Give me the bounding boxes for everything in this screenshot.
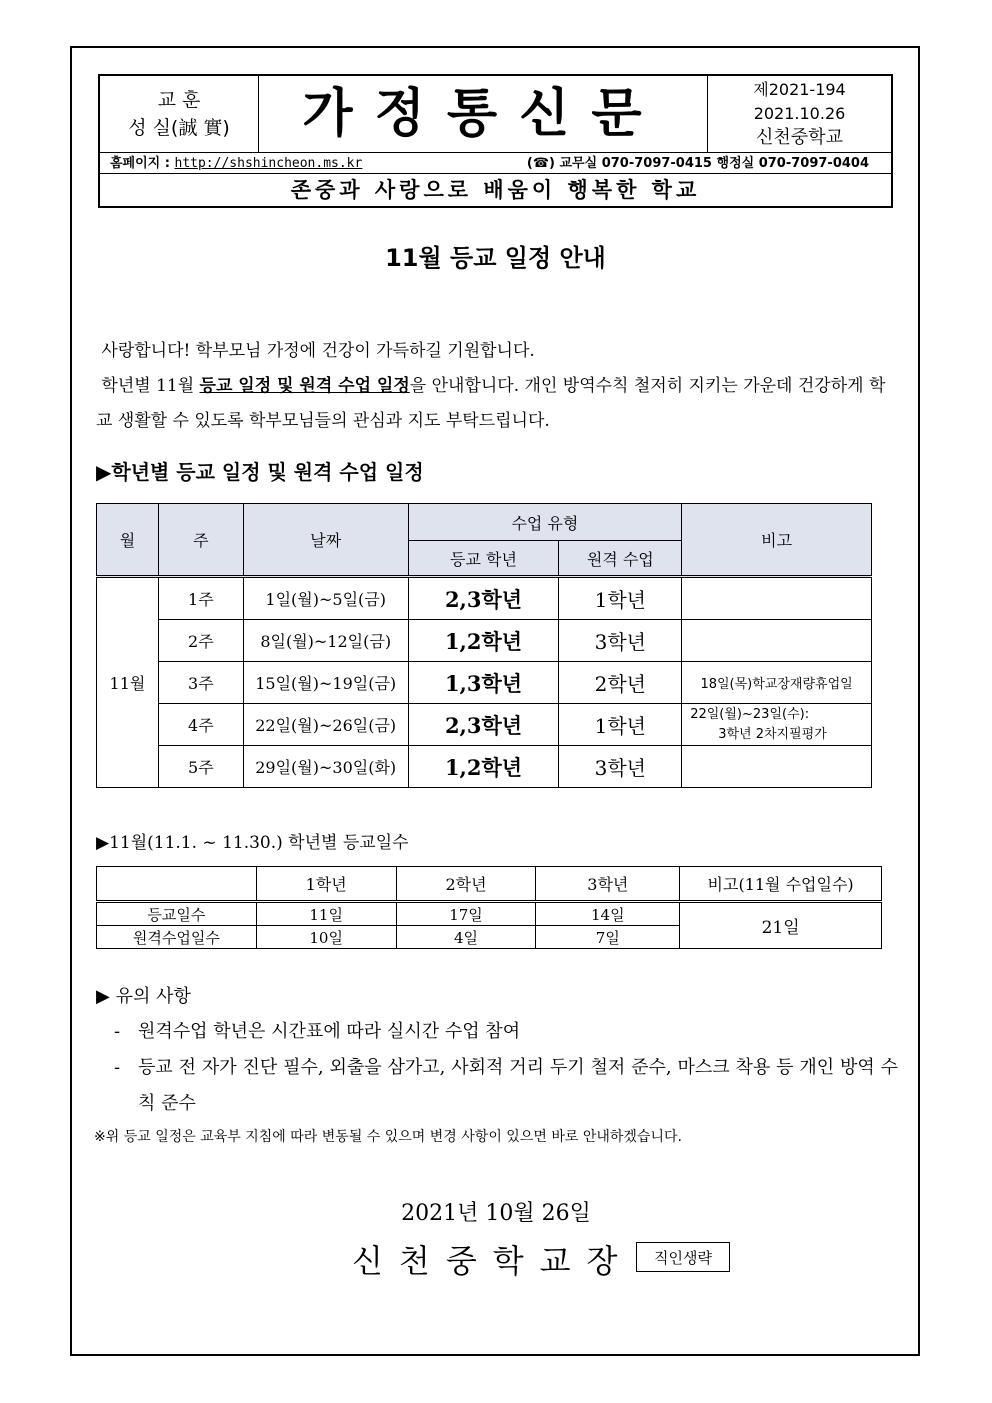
dash-marker: - (114, 1021, 121, 1042)
header-month: 월 (97, 504, 159, 577)
grade1-value: 10일 (256, 926, 396, 949)
intro-line2-emphasis: 등교 일정 및 원격 수업 일정 (199, 376, 410, 396)
header-remote: 원격 수업 (559, 541, 682, 577)
school-motto (100, 76, 259, 152)
week-cell: 3주 (158, 662, 243, 704)
month-cell: 11월 (97, 577, 159, 788)
note-line: 3학년 2차지필평가 (718, 726, 827, 742)
table-row (97, 902, 882, 926)
grade3-value: 14일 (536, 902, 680, 926)
note-cell: 18일(목)학교장재량휴업일 (682, 662, 872, 704)
motto-text: 성 실(誠 實) (128, 117, 230, 139)
homepage-label: 홈페이지 : (110, 156, 170, 171)
caution-text: 원격수업 학년은 시간표에 따라 실시간 수업 참여 (138, 1021, 521, 1042)
table-row (97, 577, 872, 620)
issue-date: 2021.10.26 (753, 104, 846, 123)
intro-line2-post: 을 안내합니다. 개인 방역수칙 철저히 지키는 가운데 건강하게 학교 생활할 수 있도록 학부모님들의 관심과 지도 부탁드립니다. (96, 376, 886, 431)
seal-box: 직인생략 (636, 1242, 730, 1272)
note-cell (682, 746, 872, 788)
remote-cell: 1학년 (559, 704, 682, 746)
row-label: 원격수업일수 (97, 926, 257, 949)
note-cell (682, 704, 872, 746)
school-name: 신천중학교 (756, 127, 843, 148)
issue-info (707, 76, 891, 152)
schedule-heading: ▶학년별 등교 일정 및 원격 수업 일정 (96, 460, 424, 484)
dash-marker: - (114, 1057, 121, 1078)
homepage (110, 153, 362, 175)
table-row (97, 662, 872, 704)
days-header-cell: 1학년 (256, 867, 396, 902)
days-header-cell: 3학년 (536, 867, 680, 902)
note-line: 22일(월)~23일(수): (690, 706, 810, 722)
list-item (114, 1050, 898, 1122)
motto-label: 교 훈 (157, 89, 201, 111)
contact-bar (100, 152, 891, 174)
days-header-cell: 비고(11월 수업일수) (680, 867, 882, 902)
date-cell: 29일(월)~30일(화) (243, 746, 408, 788)
grade1-value: 11일 (256, 902, 396, 926)
attend-cell: 2,3학년 (408, 577, 559, 620)
issue-date-footer: 2021년 10월 26일 (401, 1201, 591, 1226)
notice-title: 11월 등교 일정 안내 (385, 244, 606, 272)
week-cell: 5주 (158, 746, 243, 788)
date-cell: 22일(월)~26일(금) (243, 704, 408, 746)
attend-cell: 1,2학년 (408, 620, 559, 662)
note-cell (682, 620, 872, 662)
attend-cell: 1,2학년 (408, 746, 559, 788)
remote-cell: 1학년 (559, 577, 682, 620)
remote-cell: 2학년 (559, 662, 682, 704)
table-row (97, 746, 872, 788)
header-date: 날짜 (243, 504, 408, 577)
total-days: 21일 (680, 902, 882, 949)
school-slogan: 존중과 사랑으로 배움이 행복한 학교 (290, 178, 701, 202)
intro-line1: 사랑합니다! 학부모님 가정에 건강이 가득하길 기원합니다. (101, 341, 535, 361)
row-label: 등교일수 (97, 902, 257, 926)
days-header-row (97, 867, 882, 902)
attend-cell: 1,3학년 (408, 662, 559, 704)
principal-signature: 신천중학교장 (352, 1242, 634, 1280)
newsletter-title: 가정통신문 (302, 84, 664, 144)
table-row (97, 704, 872, 746)
note-cell (682, 577, 872, 620)
header-attend: 등교 학년 (408, 541, 559, 577)
caution-heading: ▶ 유의 사항 (96, 986, 191, 1007)
header-week: 주 (158, 504, 243, 577)
intro-line2-pre: 학년별 11월 (101, 376, 200, 396)
caution-list (114, 1014, 898, 1122)
schedule-table (96, 503, 872, 788)
days-heading: ▶11월(11.1. ~ 11.30.) 학년별 등교일수 (96, 833, 409, 853)
masthead (98, 74, 893, 208)
grade2-value: 17일 (396, 902, 536, 926)
date-cell: 15일(월)~19일(금) (243, 662, 408, 704)
attend-cell: 2,3학년 (408, 704, 559, 746)
grade2-value: 4일 (396, 926, 536, 949)
footnote: ※위 등교 일정은 교육부 지침에 따라 변동될 수 있으며 변경 사항이 있으면 바로 안내하겠습니다. (94, 1129, 682, 1145)
remote-cell: 3학년 (559, 620, 682, 662)
issue-number: 제2021-194 (753, 80, 846, 99)
list-item (114, 1014, 898, 1050)
intro-text (96, 334, 898, 439)
remote-cell: 3학년 (559, 746, 682, 788)
date-cell: 8일(월)~12일(금) (243, 620, 408, 662)
caution-text: 등교 전 자가 진단 필수, 외출을 삼가고, 사회적 거리 두기 철저 준수, 마스크 착용 등 개인 방역 수칙 준수 (138, 1057, 898, 1114)
header-class-type: 수업 유형 (408, 504, 682, 541)
phone-numbers: (☎) 교무실 070-7097-0415 행정실 070-7097-0404 (526, 156, 869, 171)
header-note: 비고 (682, 504, 872, 577)
table-row (97, 620, 872, 662)
week-cell: 4주 (158, 704, 243, 746)
date-cell: 1일(월)~5일(금) (243, 577, 408, 620)
homepage-link[interactable]: http://shshincheon.ms.kr (174, 156, 363, 171)
days-header-cell (97, 867, 257, 902)
week-cell: 1주 (158, 577, 243, 620)
days-table (96, 866, 882, 949)
days-header-cell: 2학년 (396, 867, 536, 902)
week-cell: 2주 (158, 620, 243, 662)
grade3-value: 7일 (536, 926, 680, 949)
